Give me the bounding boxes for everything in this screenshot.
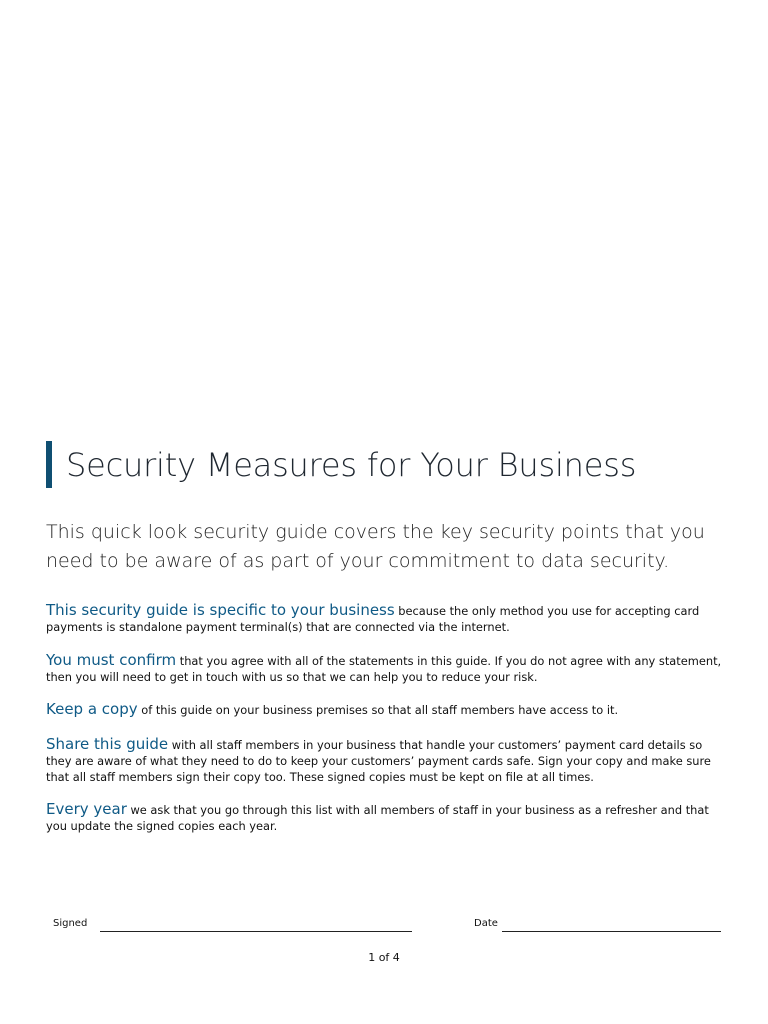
section-keep-copy bbox=[46, 701, 724, 718]
page-number: 1 of 4 bbox=[368, 951, 400, 964]
intro-paragraph: This quick look security guide covers the key security points that you need to be aware of as part of your commitment to data security. bbox=[46, 521, 705, 572]
title-block bbox=[46, 441, 636, 488]
section-confirm bbox=[46, 652, 724, 685]
section-share bbox=[46, 736, 724, 785]
section-specific bbox=[46, 602, 724, 635]
section-lead: Every year bbox=[46, 800, 127, 818]
section-text: with all staff members in your business that handle your customers’ payment card details so they are aware of what they need to do to keep your customers’ payment cards safe. Sign your copy and make sure that all staff members sign their copy too. These signed copies must be kept on file at all times. bbox=[46, 738, 711, 784]
section-text: because the only method you use for accepting card payments is standalone payment terminal(s) that are connected via the internet. bbox=[46, 604, 700, 634]
section-lead: You must confirm bbox=[46, 651, 177, 669]
section-text: that you agree with all of the statements in this guide. If you do not agree with any statement, then you will need to get in touch with us so that we can help you to reduce your risk. bbox=[46, 654, 722, 684]
section-every-year bbox=[46, 801, 724, 834]
section-lead: Share this guide bbox=[46, 735, 169, 753]
signed-line bbox=[100, 931, 412, 932]
section-lead: Keep a copy bbox=[46, 700, 138, 718]
date-label: Date bbox=[474, 918, 498, 929]
signed-label: Signed bbox=[53, 918, 88, 929]
page-title: Security Measures for Your Business bbox=[66, 445, 637, 484]
section-lead: This security guide is specific to your business bbox=[46, 601, 395, 619]
section-text: of this guide on your business premises so that all staff members have access to it. bbox=[137, 703, 619, 717]
date-line bbox=[502, 931, 721, 932]
title-accent-bar bbox=[46, 441, 52, 488]
section-text: we ask that you go through this list with all members of staff in your business as a refresher and that you update the signed copies each year. bbox=[46, 803, 709, 833]
